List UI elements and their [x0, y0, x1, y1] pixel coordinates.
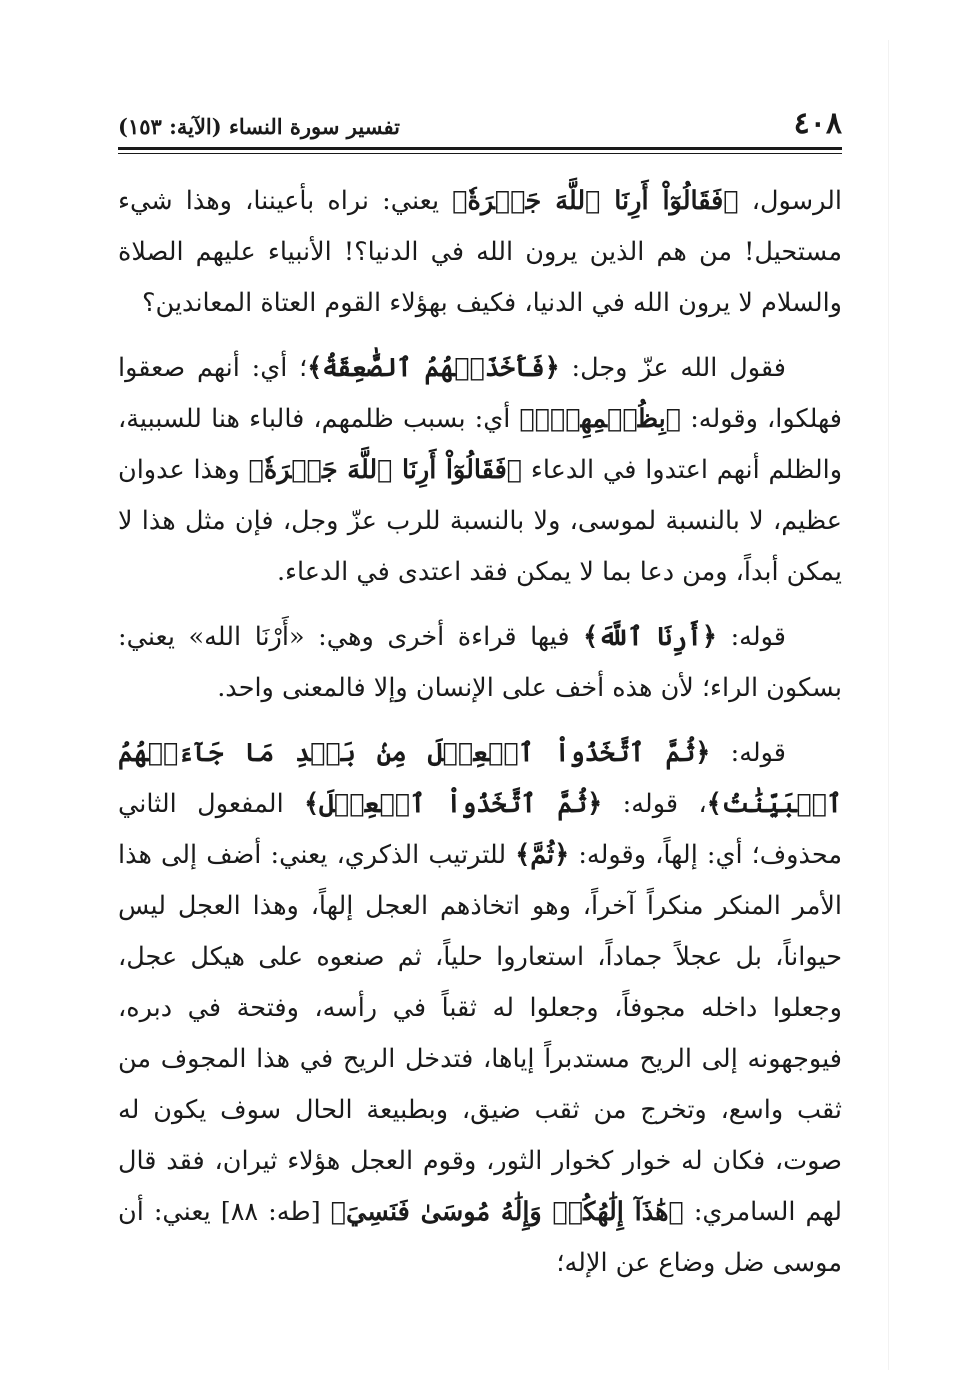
quran-verse: ﴿هَٰذَآ إِلَٰهُكُمۡ وَإِلَٰهُ مُوسَىٰ فَنَسِيَ﴾ — [330, 1197, 684, 1227]
header-rule-thin — [118, 153, 842, 154]
book-page — [118, 95, 842, 1345]
text-segment: ؛ أي: أنهم صعقوا فهلكوا، وقوله: — [118, 353, 842, 434]
quran-verse: ﴿فَقَالُوٓاْ أَرِنَا ٱللَّهَ جَهۡرَةٗ﴾ — [452, 186, 739, 216]
text-segment: فقول الله عزّ وجل: — [559, 353, 787, 383]
text-segment: يعني: نراه بأعيننا، وهذا شيء مستحيل! من هم الذين يرون الله في الدنيا؟! الأنبياء عليهم الصلاة والسلام لا يرون الله في الدنيا، فكيف بهؤلاء القوم العتاة المعاندين؟ — [118, 186, 842, 318]
paragraph-2 — [118, 343, 842, 598]
text-segment: قوله: — [710, 738, 786, 768]
page-margin-line — [888, 40, 889, 1370]
quran-verse: ﴿فَأَخَذَتۡهُمُ ٱلصَّٰعِقَةُ﴾ — [307, 353, 560, 383]
header-rule-thick — [118, 147, 842, 150]
quran-verse: ﴿ثُمَّ ٱتَّخَذُواْ ٱلۡعِجۡلَ مِنۢ بَعۡدِ مَا جَآءَتۡهُمُ ٱلۡبَيِّنَٰتُ﴾ — [118, 738, 842, 819]
text-segment: الرسول، — [738, 186, 843, 216]
text-segment: للترتيب الذكري، يعني: أضف إلى هذا الأمر المنكر منكراً آخراً، وهو اتخاذهم العجل إلهاً، وهذا العجل ليس حيواناً، بل عجلاً جماداً، استعاروا حلياً، ثم صنعوه على هيكل عجل، وجعلوا داخله مجوفاً، وجعلوا له ثقباً في رأسه، وفتحة في دبره، فيوجهونه إلى الريح مستدبراً إياها، فتدخل الريح في هذا المجوف من ثقب واسع، وتخرج من ثقب ضيق، وبطبيعة الحال سوف يكون له صوت، فكان له خوار كخوار الثور، وقوم العجل هؤلاء ثيران، فقد قال لهم السامري: — [118, 840, 843, 1227]
paragraph-4 — [118, 728, 842, 1289]
quran-verse: ﴿ثُمَّ ٱتَّخَذُواْ ٱلۡعِجۡلَ﴾ — [304, 789, 603, 819]
quran-verse: ﴿ثُمَّ﴾ — [515, 840, 570, 870]
text-segment: فيها قراءة أخرى وهي: «أَرْنَا الله» يعني: بسكون الراء؛ لأن هذه أخف على الإنسان وإلا فالمعنى واحد. — [118, 622, 842, 703]
paragraph-3 — [118, 612, 842, 714]
text-segment: المفعول الثاني محذوف؛ أي: إلهاً، وقوله: — [118, 789, 843, 870]
quran-verse: ﴿فَقَالُوٓاْ أَرِنَا ٱللَّهَ جَهۡرَةٗ﴾ — [248, 455, 523, 485]
quran-verse: ﴿بِظُلۡمِهِمۡۚ﴾ — [519, 404, 682, 434]
text-segment: قوله: — [717, 622, 786, 652]
text-segment: ، قوله: — [602, 789, 707, 819]
text-segment: [طه: ٨٨] يعني: أن موسى ضل وضاع عن الإله؛ — [118, 1197, 842, 1278]
text-segment: أي: بسبب ظلمهم، فالباء هنا للسببية، والظلم أنهم اعتدوا في الدعاء — [118, 404, 843, 485]
page-body — [118, 176, 842, 1289]
page-header — [118, 95, 842, 145]
text-segment: وهذا عدوان عظيم، لا بالنسبة لموسى، ولا بالنسبة للرب عزّ وجل، فإن مثل هذا لا يمكن أبداً، ومن دعا بما لا يمكن فقد اعتدى في الدعاء. — [118, 455, 842, 587]
page-number: ٤٠٨ — [793, 106, 842, 141]
running-title: تفسير سورة النساء (الآية: ١٥٣) — [118, 114, 400, 139]
paragraph-1 — [118, 176, 842, 329]
quran-verse: ﴿أَرِنَا ٱللَّهَ﴾ — [583, 622, 717, 652]
